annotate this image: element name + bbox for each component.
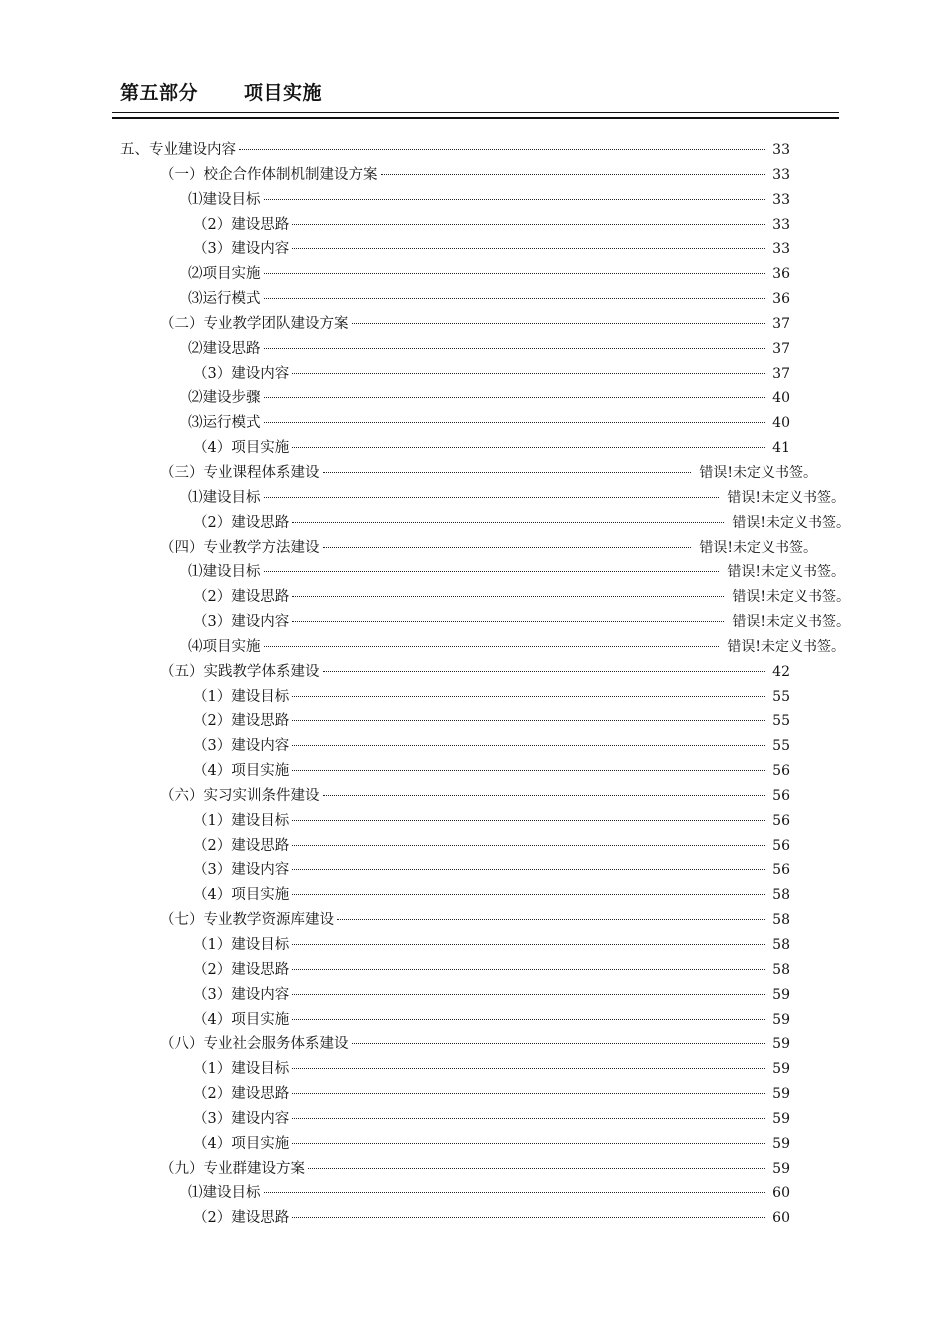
toc-dot-leader [264,298,766,299]
toc-entry[interactable] [120,734,790,759]
toc-entry[interactable] [120,610,850,635]
section-title: 项目实施 [244,82,323,104]
toc-entry[interactable] [120,1181,790,1206]
toc-entry-title: （2）建设思路 [193,713,290,730]
toc-entry-page: 33 [772,191,790,208]
toc-entry[interactable] [120,1057,790,1082]
toc-dot-leader [292,770,765,771]
toc-entry-title: （4）项目实施 [193,440,290,457]
toc-dot-leader [292,944,765,945]
toc-dot-leader [292,696,765,697]
toc-entry-page: 错误!未定义书签。 [732,514,850,531]
toc-dot-leader [292,994,765,995]
toc-entry[interactable] [120,237,790,262]
toc-entry-page: 37 [772,315,790,332]
toc-entry-page: 56 [772,837,790,854]
toc-entry-title: （4）项目实施 [193,1135,290,1152]
toc-entry-page: 42 [772,663,790,680]
toc-dot-leader [292,1143,765,1144]
toc-entry[interactable] [120,411,790,436]
toc-entry-title: （1）建设目标 [193,688,290,705]
toc-dot-leader [264,397,766,398]
table-of-contents [120,138,850,1231]
toc-entry[interactable] [120,709,790,734]
toc-dot-leader [292,1019,765,1020]
toc-entry-title: （4）项目实施 [193,887,290,904]
toc-entry-title: （一）校企合作体制机制建设方案 [160,166,378,183]
toc-entry-title: ⑴建设目标 [188,489,261,506]
toc-entry-page: 错误!未定义书签。 [699,464,817,481]
toc-entry[interactable] [120,287,790,312]
toc-entry-page: 58 [772,937,790,953]
toc-entry-page: 40 [772,415,790,432]
toc-entry-page: 37 [772,340,790,357]
toc-entry-page: 错误!未定义书签。 [727,489,845,506]
toc-entry[interactable] [120,337,790,362]
toc-dot-leader [264,646,720,647]
toc-entry-title: ⑴建设目标 [188,564,261,581]
toc-dot-leader [292,720,765,721]
toc-dot-leader [323,795,766,796]
toc-entry[interactable] [120,1032,790,1057]
toc-entry-title: （3）建设内容 [193,862,290,879]
toc-entry[interactable] [120,858,790,883]
toc-dot-leader [264,1192,766,1193]
toc-dot-leader [292,248,765,249]
toc-entry-title: ⑶运行模式 [188,291,261,308]
toc-entry-title: ⑴建设目标 [188,191,261,208]
toc-entry[interactable] [120,809,790,834]
toc-entry-title: ⑵建设步骤 [188,390,261,407]
toc-dot-leader [323,472,692,473]
toc-dot-leader [292,1118,765,1119]
toc-dot-leader [292,894,765,895]
toc-dot-leader [337,919,765,920]
toc-entry[interactable] [120,511,850,536]
toc-entry-title: ⑷项目实施 [188,638,261,655]
toc-entry-page: 错误!未定义书签。 [732,589,850,606]
toc-entry-page: 33 [772,142,790,158]
toc-dot-leader [292,224,765,225]
toc-entry[interactable] [120,1132,790,1157]
toc-entry[interactable] [120,436,790,461]
toc-dot-leader [292,869,765,870]
toc-dot-leader [308,1168,765,1169]
toc-entry-page: 错误!未定义书签。 [727,564,845,581]
toc-entry[interactable] [120,1157,790,1182]
toc-dot-leader [323,547,692,548]
header-rule-thin [112,112,839,113]
toc-entry-title: （五）实践教学体系建设 [160,663,320,680]
toc-dot-leader [239,149,765,150]
toc-entry-page: 56 [772,763,790,780]
toc-entry-title: （1）建设目标 [193,937,290,953]
toc-dot-leader [264,571,720,572]
toc-dot-leader [292,1217,765,1218]
toc-dot-leader [292,745,765,746]
toc-entry[interactable] [120,908,790,933]
toc-entry[interactable] [120,660,790,685]
toc-entry[interactable] [120,585,850,610]
toc-entry[interactable] [120,536,817,561]
toc-entry-page: 59 [772,1160,790,1177]
toc-entry[interactable] [120,262,790,287]
toc-entry-title: （八）专业社会服务体系建设 [160,1036,349,1053]
toc-entry-page: 58 [772,887,790,904]
toc-entry-page: 37 [772,365,790,382]
toc-entry-title: （2）建设思路 [193,1210,290,1227]
toc-dot-leader [264,497,720,498]
toc-entry[interactable] [120,188,790,213]
toc-entry-title: ⑵建设思路 [188,340,261,357]
toc-entry-title: （三）专业课程体系建设 [160,464,320,481]
toc-entry-page: 59 [772,1061,790,1078]
toc-entry-page: 58 [772,961,790,978]
toc-entry-title: ⑶运行模式 [188,415,261,432]
toc-dot-leader [264,273,766,274]
toc-entry-title: （六）实习实训条件建设 [160,787,320,804]
toc-entry[interactable] [120,1008,790,1033]
toc-entry-title: （四）专业教学方法建设 [160,539,320,556]
toc-entry-title: （2）建设思路 [193,1086,290,1103]
toc-entry-title: ⑴建设目标 [188,1185,261,1202]
toc-entry[interactable] [120,1107,790,1132]
toc-entry-title: （3）建设内容 [193,738,290,755]
toc-entry[interactable] [120,213,790,238]
toc-entry-page: 40 [772,390,790,407]
toc-entry-page: 60 [772,1210,790,1227]
toc-dot-leader [292,1093,765,1094]
toc-entry[interactable] [120,635,845,660]
toc-entry-page: 33 [772,241,790,258]
toc-dot-leader [292,1068,765,1069]
page-header [120,78,322,104]
toc-entry-page: 58 [772,912,790,929]
toc-dot-leader [292,820,765,821]
toc-entry-title: （七）专业教学资源库建设 [160,912,334,929]
header-rule-thick [112,117,839,119]
toc-entry-title: （2）建设思路 [193,837,290,854]
toc-dot-leader [381,174,766,175]
toc-entry-page: 60 [772,1185,790,1202]
toc-dot-leader [352,1043,766,1044]
toc-entry-title: ⑵项目实施 [188,266,261,283]
toc-entry[interactable] [120,362,790,387]
toc-entry-page: 33 [772,166,790,183]
toc-entry[interactable] [120,138,790,163]
toc-entry-title: （2）建设思路 [193,216,290,233]
toc-entry-page: 错误!未定义书签。 [699,539,817,556]
toc-entry[interactable] [120,834,790,859]
toc-entry-title: （2）建设思路 [193,589,290,606]
toc-entry-title: （3）建设内容 [193,986,290,1003]
toc-entry[interactable] [120,163,790,188]
toc-entry[interactable] [120,461,817,486]
toc-dot-leader [292,447,765,448]
toc-entry-page: 59 [772,986,790,1003]
toc-entry-page: 56 [772,862,790,879]
toc-entry-page: 36 [772,291,790,308]
toc-dot-leader [292,621,724,622]
toc-entry-page: 55 [772,713,790,730]
toc-dot-leader [323,671,766,672]
toc-entry-page: 59 [772,1135,790,1152]
toc-entry-title: （1）建设目标 [193,1061,290,1078]
toc-entry-title: （九）专业群建设方案 [160,1160,305,1177]
toc-entry-title: （4）项目实施 [193,763,290,780]
toc-entry[interactable] [120,759,790,784]
toc-entry-title: （3）建设内容 [193,365,290,382]
toc-entry[interactable] [120,685,790,710]
toc-dot-leader [264,199,766,200]
toc-entry-title: （2）建设思路 [193,961,290,978]
toc-dot-leader [264,348,766,349]
toc-entry-title: （2）建设思路 [193,514,290,531]
toc-dot-leader [352,323,766,324]
toc-entry-page: 56 [772,812,790,829]
part-title: 第五部分 [120,82,199,104]
toc-entry[interactable] [120,1082,790,1107]
toc-entry-title: 五、专业建设内容 [120,142,236,158]
toc-entry[interactable] [120,784,790,809]
toc-entry-page: 错误!未定义书签。 [727,638,845,655]
toc-entry-page: 36 [772,266,790,283]
toc-dot-leader [292,373,765,374]
toc-entry-page: 55 [772,688,790,705]
toc-entry-page: 错误!未定义书签。 [732,614,850,631]
toc-entry-page: 59 [772,1011,790,1028]
toc-entry[interactable] [120,312,790,337]
toc-entry[interactable] [120,1206,790,1231]
toc-entry-title: （1）建设目标 [193,812,290,829]
toc-entry-title: （3）建设内容 [193,241,290,258]
toc-entry-page: 33 [772,216,790,233]
toc-entry[interactable] [120,883,790,908]
toc-entry[interactable] [120,560,845,585]
toc-entry-page: 41 [772,440,790,457]
toc-entry-title: （3）建设内容 [193,614,290,631]
toc-dot-leader [292,522,724,523]
toc-entry[interactable] [120,386,790,411]
toc-entry-title: （4）项目实施 [193,1011,290,1028]
toc-entry[interactable] [120,983,790,1008]
toc-entry-page: 59 [772,1110,790,1127]
toc-dot-leader [264,422,766,423]
toc-entry-title: （二）专业教学团队建设方案 [160,315,349,332]
toc-dot-leader [292,596,724,597]
toc-entry-page: 55 [772,738,790,755]
toc-dot-leader [292,845,765,846]
toc-entry-page: 56 [772,787,790,804]
toc-entry[interactable] [120,486,845,511]
toc-entry-title: （3）建设内容 [193,1110,290,1127]
toc-entry-page: 59 [772,1036,790,1053]
toc-entry[interactable] [120,958,790,983]
toc-dot-leader [292,969,765,970]
toc-entry[interactable] [120,933,790,958]
toc-entry-page: 59 [772,1086,790,1103]
